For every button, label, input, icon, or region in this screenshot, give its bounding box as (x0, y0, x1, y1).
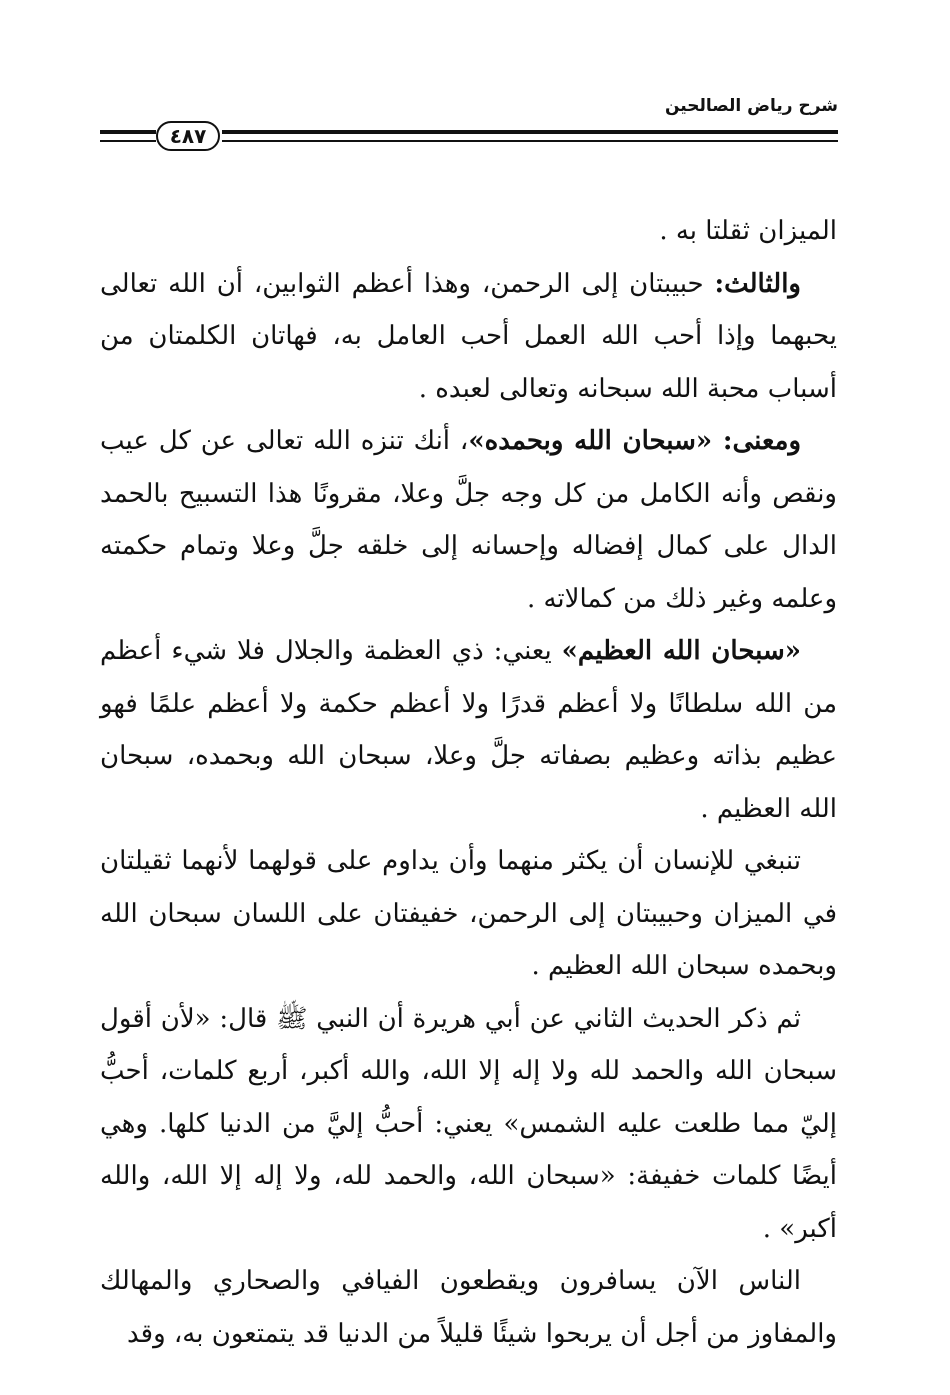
paragraph-6 (100, 993, 837, 1256)
paragraph-text: حبيبتان إلى الرحمن، وهذا أعظم الثوابين، أن الله تعالى يحبهما وإذا أحب الله العمل أحب العامل به، فهاتان الكلمتان من أسباب محبة الله سبحانه وتعالى لعبده . (100, 268, 837, 404)
body-text (100, 205, 837, 1360)
paragraph-5 (100, 835, 837, 993)
paragraph-text: تنبغي للإنسان أن يكثر منهما وأن يداوم على قولهما لأنهما ثقيلتان في الميزان وحبيبتان إلى الرحمن، خفيفتان على اللسان سبحان الله وبحمده سبحان الله العظيم . (100, 846, 837, 981)
header-rule-left-thick (100, 130, 156, 134)
paragraph-3 (100, 415, 837, 625)
paragraph-lead: والثالث: (714, 268, 801, 299)
header-rule-thick (222, 130, 838, 134)
running-title: شرح رياض الصالحين (664, 96, 838, 116)
paragraph-text: ، أنك تنزه الله تعالى عن كل عيب ونقص وأنه الكامل من كل وجه جلَّ وعلا، مقرونًا هذا التسبيح بالحمد الدال على كمال إفضاله وإحسانه إلى خلقه جلَّ وعلا وتمام حكمته وعلمه وغير ذلك من كمالاته . (100, 426, 837, 614)
paragraph-text: الميزان ثقلتا به . (659, 216, 837, 246)
header-rule-left-thin (100, 140, 156, 142)
paragraph-7 (100, 1255, 837, 1360)
paragraph-text: ثم ذكر الحديث الثاني عن أبي هريرة أن النبي ﷺ قال: «لأن أقول سبحان الله والحمد لله ولا إله إلا الله، والله أكبر، أربع كلمات، أحبُّ إليّ مما طلعت عليه الشمس» يعني: أحبُّ إليَّ من الدنيا كلها. وهي أيضًا كلمات خفيفة: «سبحان الله، والحمد لله، ولا إله إلا الله، والله أكبر» . (100, 1003, 837, 1244)
paragraph-2 (100, 258, 837, 416)
page-number: ٤٨٧ (156, 121, 220, 151)
paragraph-1 (100, 205, 837, 258)
header-rule-thin (222, 140, 838, 142)
paragraph-lead: «سبحان الله العظيم» (561, 636, 801, 666)
paragraph-text: يعني: ذي العظمة والجلال فلا شيء أعظم من الله سلطانًا ولا أعظم قدرًا ولا أعظم حكمة ولا أعظم علمًا فهو عظيم بذاته وعظيم بصفاته جلَّ وعلا، سبحان الله وبحمده، سبحان الله العظيم . (100, 636, 837, 824)
paragraph-lead: ومعنى: «سبحان الله وبحمده» (468, 426, 802, 456)
paragraph-4 (100, 625, 837, 835)
paragraph-text: الناس الآن يسافرون ويقطعون الفيافي والصحاري والمهالك والمفاوز من أجل أن يربحوا شيئًا قليلاً من الدنيا قد يتمتعون به، وقد (100, 1266, 837, 1349)
